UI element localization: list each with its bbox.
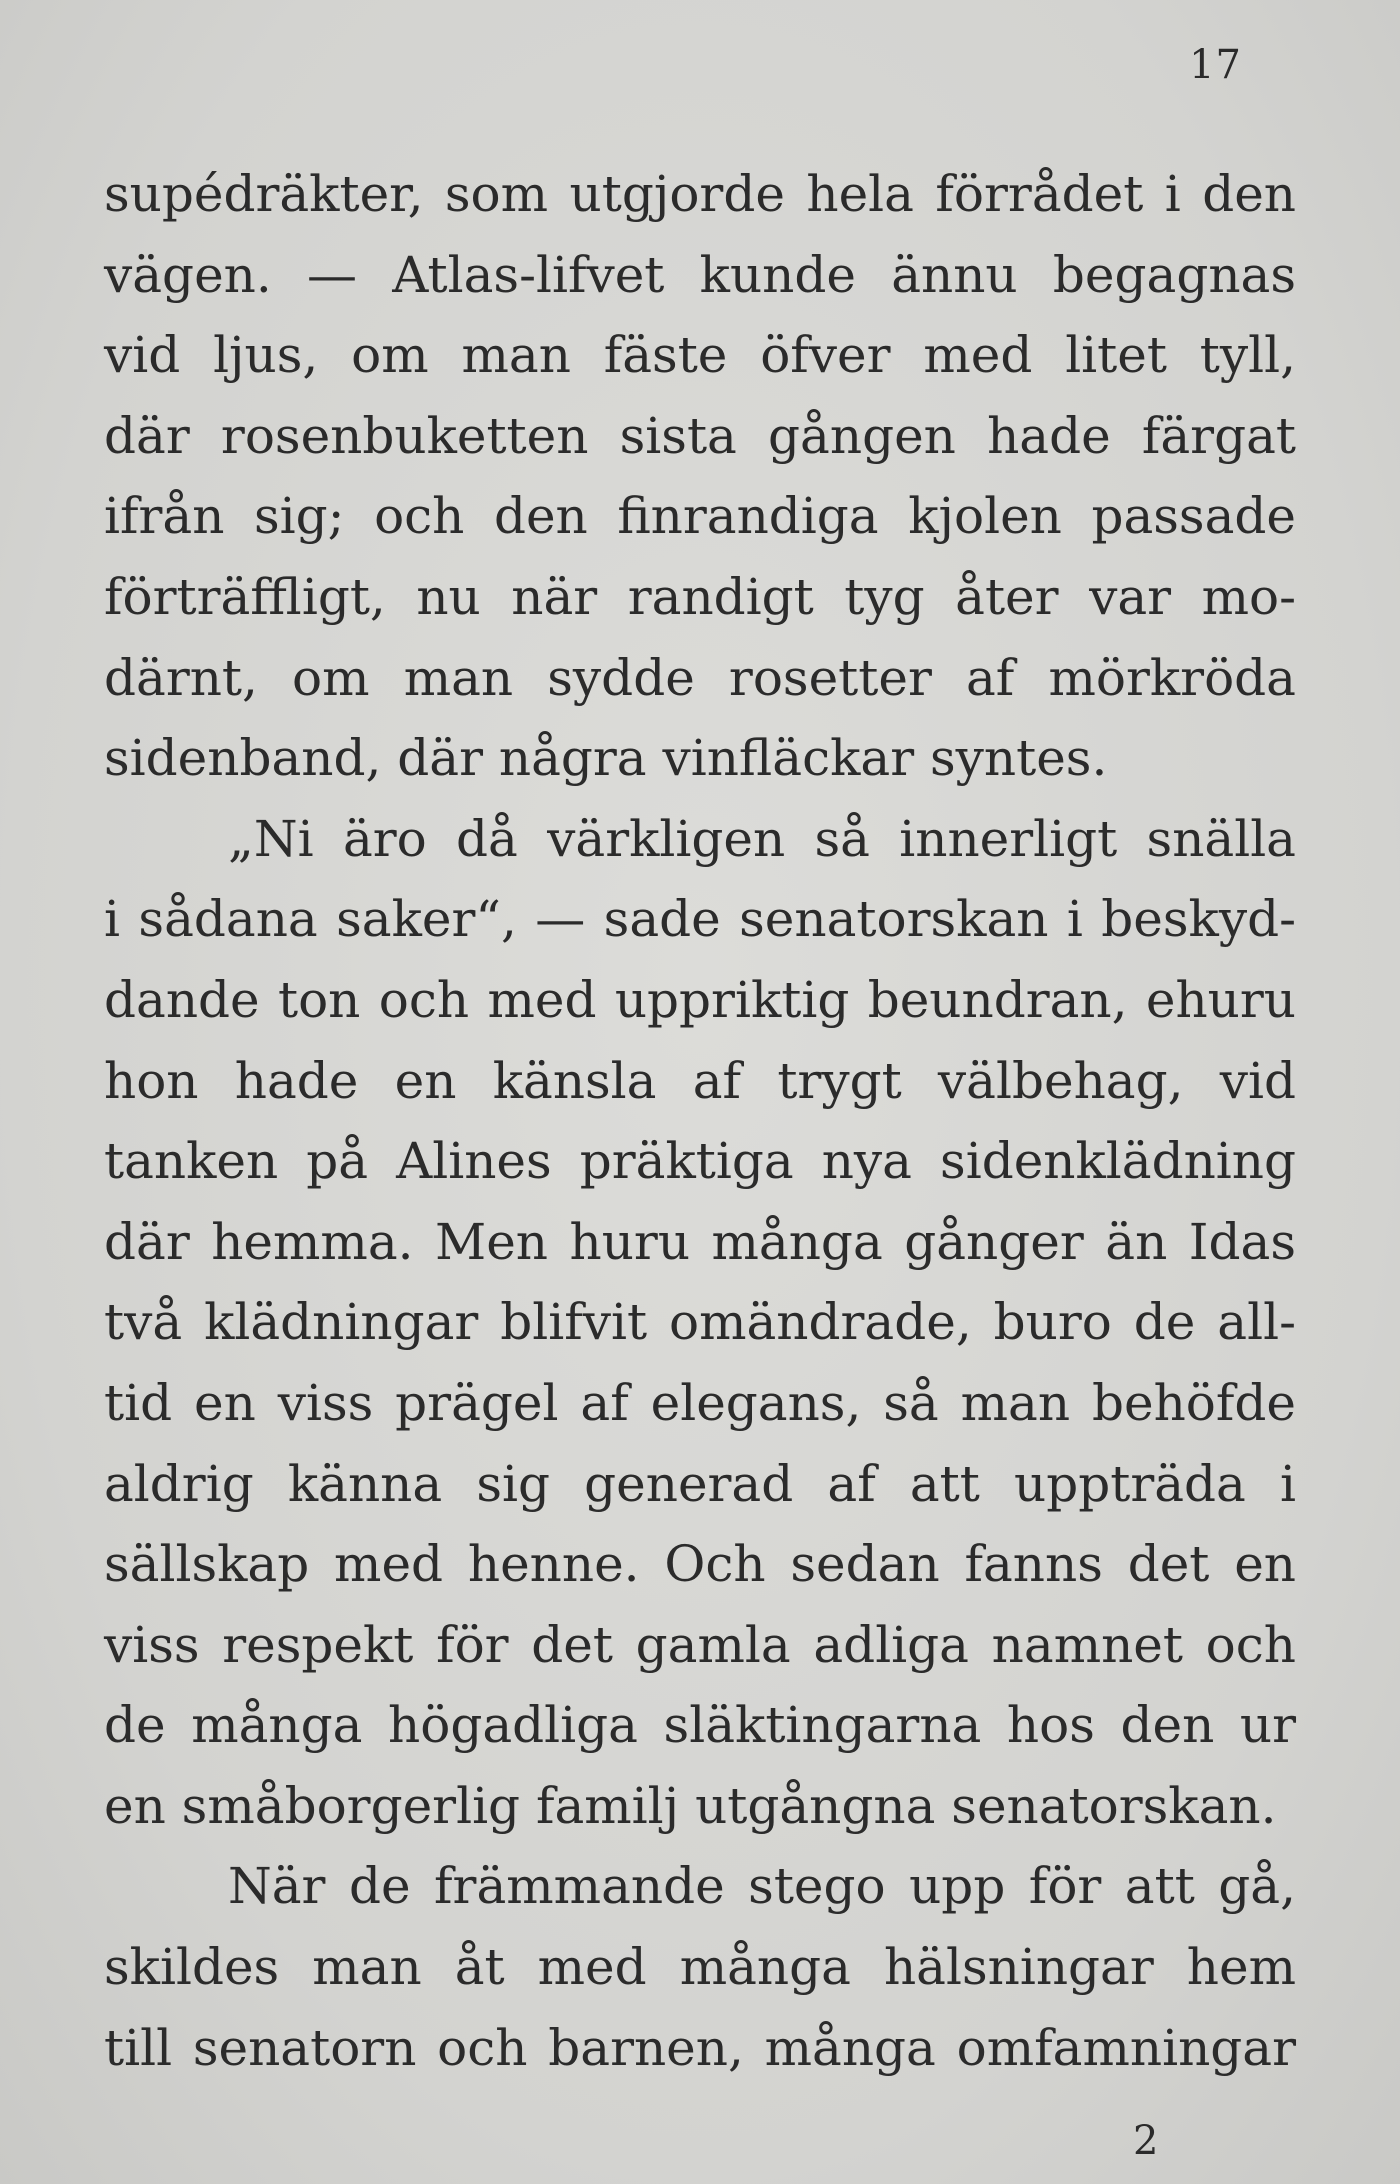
text-line: skildes man åt med många hälsningar hem [104, 1938, 1296, 1997]
text-line: en småborgerlig familj utgångna senatorskan. [104, 1776, 1277, 1835]
text-line: dande ton och med uppriktig beundran, ehuru [104, 970, 1296, 1029]
text-line: tid en viss prägel af elegans, så man behöfde [104, 1373, 1296, 1432]
text-line: därnt, om man sydde rosetter af mörkröda [104, 648, 1296, 707]
text-line: ifrån sig; och den finrandiga kjolen passade [104, 487, 1296, 546]
text-line: aldrig känna sig generad af att uppträda i [104, 1454, 1296, 1513]
text-line: i sådana saker“, — sade senatorskan i beskyd- [104, 890, 1296, 949]
text-line: sällskap med henne. Och sedan fanns det en [104, 1535, 1296, 1594]
text-line: de många högadliga släktingarna hos den ur [104, 1696, 1296, 1755]
text-line: hon hade en känsla af trygt välbehag, vid [104, 1051, 1296, 1110]
signature-mark: 2 [1133, 2118, 1159, 2164]
text-line: där rosenbuketten sista gången hade färgat [104, 406, 1296, 465]
body-text [104, 154, 1296, 2088]
text-line: vid ljus, om man fäste öfver med litet tyll, [104, 326, 1296, 385]
text-line: två klädningar blifvit omändrade, buro de all- [104, 1293, 1296, 1352]
text-line: supédräkter, som utgjorde hela förrådet i den [104, 165, 1296, 223]
text-line: När de främmande stego upp för att gå, [228, 1857, 1296, 1916]
text-line: där hemma. Men huru många gånger än Idas [104, 1212, 1296, 1271]
page-number: 17 [1189, 42, 1242, 88]
text-line: vägen. — Atlas-lifvet kunde ännu begagnas [104, 245, 1296, 304]
text-line: „Ni äro då värkligen så innerligt snälla [228, 809, 1296, 868]
text-line: sidenband, där några vinfläckar syntes. [104, 729, 1108, 788]
text-line: tanken på Alines präktiga nya sidenklädning [104, 1132, 1296, 1191]
text-line: förträffligt, nu när randigt tyg åter var mo- [104, 567, 1296, 626]
text-line: till senatorn och barnen, många omfamningar [104, 2018, 1296, 2077]
text-line: viss respekt för det gamla adliga namnet och [104, 1615, 1296, 1674]
